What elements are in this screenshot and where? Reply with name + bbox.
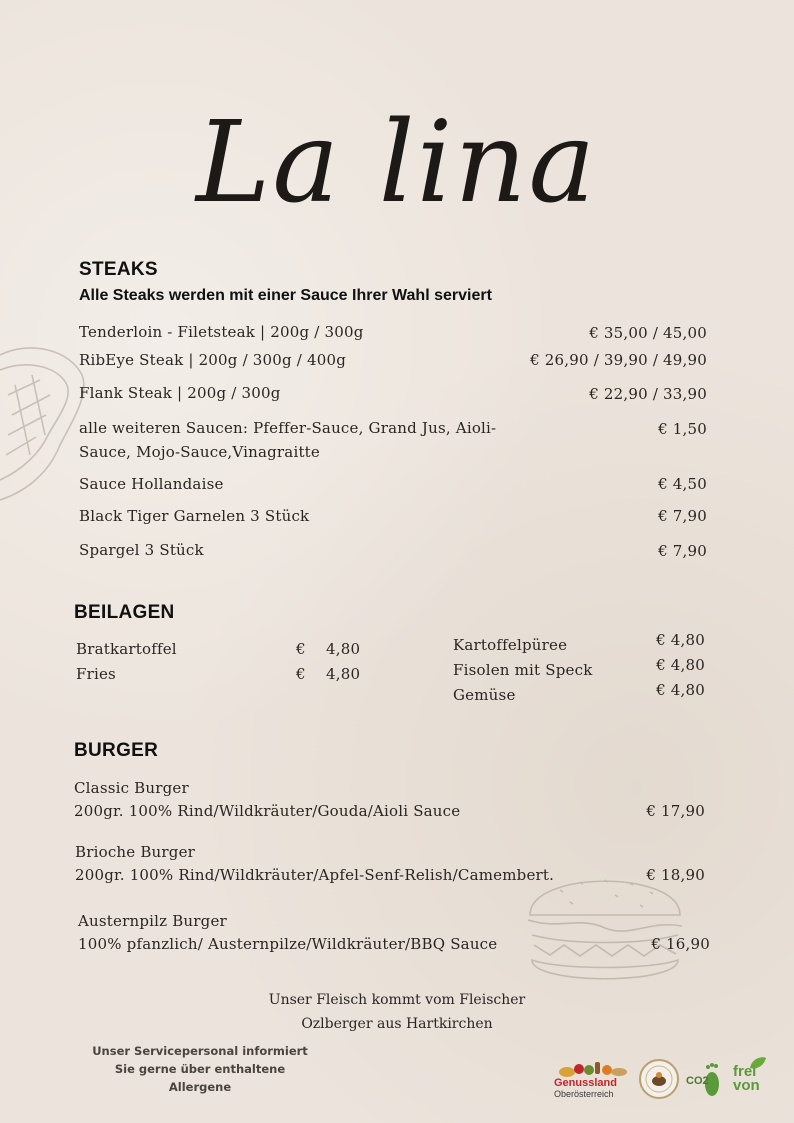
co2-text: CO2 [686,1075,709,1087]
steak-item-price: € 7,90 [658,507,707,525]
burger-item-name: Brioche Burger [75,843,196,861]
frei-text: frei [733,1063,757,1080]
frei-von-logo [730,1056,770,1100]
sauce-item-price: € 1,50 [658,420,707,438]
side-item-price: € 4,80 [656,681,705,699]
allergen-note-line3: Allergene [168,1080,232,1094]
steak-item-name: RibEye Steak | 200g / 300g / 400g [79,351,347,369]
beilagen-heading: BEILAGEN [74,602,175,623]
genussland-subtext: Oberösterreich [554,1089,614,1099]
steak-item-price: € 7,90 [658,542,707,560]
von-text: von [733,1077,760,1094]
genussland-logo [553,1058,633,1100]
restaurant-title: La lina [196,98,598,228]
burger-item-name: Austernpilz Burger [78,912,227,930]
side-item-name: Gemüse [453,686,516,704]
burger-item-description: 200gr. 100% Rind/Wildkräuter/Gouda/Aioli Sauce [74,802,461,820]
steak-sketch-icon [0,335,90,505]
side-item-currency: € [296,640,306,658]
burger-item-name: Classic Burger [74,779,189,797]
steak-item-name: Flank Steak | 200g / 300g [79,384,281,402]
side-item-name: Fries [76,665,116,683]
side-item-name: Bratkartoffel [76,640,177,658]
meat-source-line1: Unser Fleisch kommt vom Fleischer [268,992,526,1008]
burger-item-description: 200gr. 100% Rind/Wildkräuter/Apfel-Senf-Relish/Camembert. [75,866,555,884]
burger-item-price: € 18,90 [646,866,705,884]
side-item-name: Kartoffelpüree [453,636,568,654]
steak-item-name: Sauce Hollandaise [79,475,224,493]
side-item-name: Fisolen mit Speck [453,661,593,679]
steak-item-name: Black Tiger Garnelen 3 Stück [79,507,310,525]
genussland-text: Genussland [554,1077,617,1089]
side-item-price: € 4,80 [656,631,705,649]
burger-item-price: € 17,90 [646,802,705,820]
sauce-item-name-line2: Sauce, Mojo-Sauce,Vinagraitte [79,443,320,461]
side-item-price: 4,80 [326,665,361,683]
meat-source-line2: Ozlberger aus Hartkirchen [301,1016,493,1032]
produce-icon [553,1058,631,1078]
co2-logo [684,1058,724,1102]
side-item-price: 4,80 [326,640,361,658]
burger-item-description: 100% pfanzlich/ Austernpilze/Wildkräuter/BBQ Sauce [78,935,498,953]
steak-item-price: € 22,90 / 33,90 [589,385,707,403]
side-item-currency: € [296,665,306,683]
steaks-subheading: Alle Steaks werden mit einer Sauce Ihrer Wahl serviert [79,287,492,304]
seal-badge-icon [638,1058,680,1100]
side-item-price: € 4,80 [656,656,705,674]
steaks-heading: STEAKS [79,259,158,280]
steak-item-price: € 35,00 / 45,00 [589,324,707,342]
steak-item-name: Spargel 3 Stück [79,541,204,559]
steak-item-price: € 4,50 [658,475,707,493]
steak-item-price: € 26,90 / 39,90 / 49,90 [530,351,707,369]
burger-item-price: € 16,90 [651,935,710,953]
allergen-note-line1: Unser Servicepersonal informiert [92,1044,308,1058]
burger-heading: BURGER [74,740,159,761]
allergen-note-line2: Sie gerne über enthaltene [114,1062,286,1076]
steak-item-name: Tenderloin - Filetsteak | 200g / 300g [79,323,364,341]
sauce-item-name-line1: alle weiteren Saucen: Pfeffer-Sauce, Grand Jus, Aioli- [79,419,497,437]
